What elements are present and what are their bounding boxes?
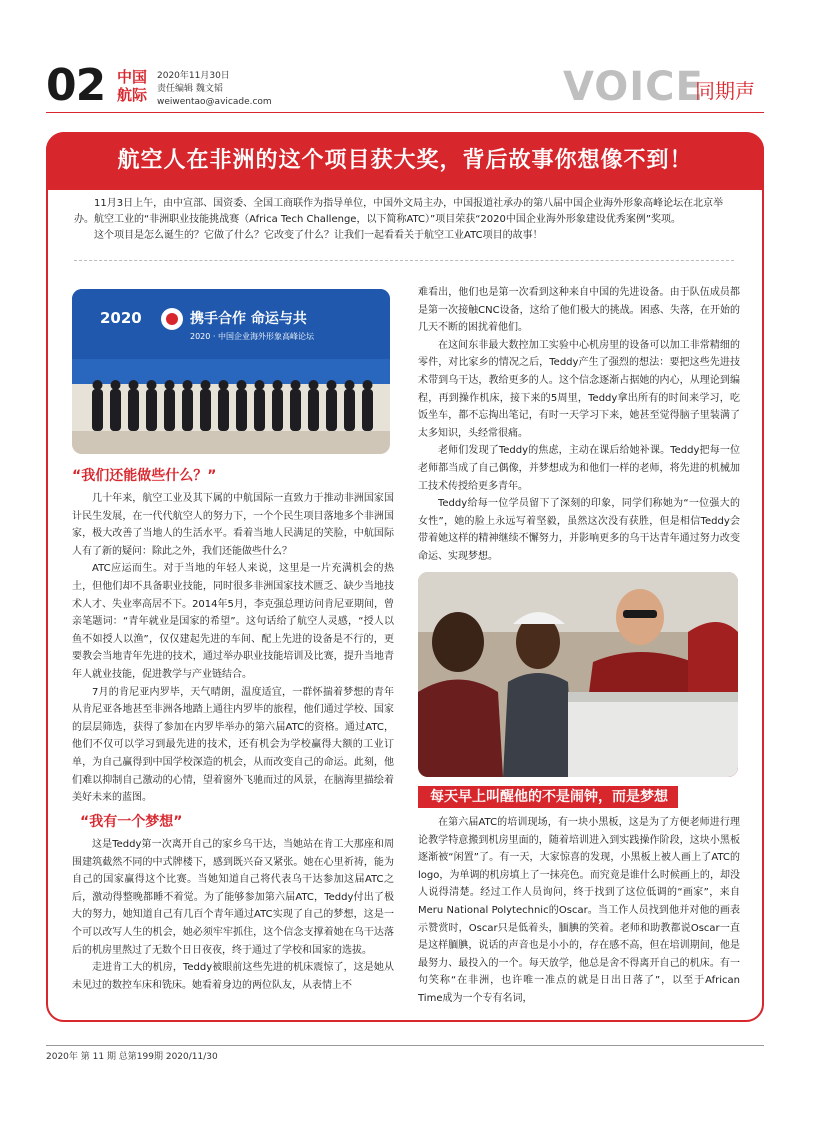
- backdrop-slogan: 携手合作 命运与共: [190, 311, 307, 327]
- article-title: 航空人在非洲的这个项目获大奖，背后故事你想像不到！: [117, 148, 693, 173]
- header-divider: [46, 112, 764, 113]
- backdrop-subtitle: 2020 · 中国企业海外形象高峰论坛: [190, 332, 314, 341]
- section3-body: [418, 814, 740, 1008]
- logo-line2: 航际: [116, 86, 147, 104]
- machine-edge: [568, 692, 738, 702]
- award-ceremony-photo: [72, 289, 390, 454]
- backdrop-year: 2020: [100, 309, 142, 327]
- stage-edge: [72, 431, 390, 454]
- logo-line1: 中国: [116, 68, 147, 86]
- trainee-left-head: [432, 612, 484, 672]
- s1-paragraph-2: ATC应运而生。对于当地的年轻人来说，这里是一片充满机会的热土，但他们却不具备职业技能，同时很多非洲国家技术匮乏、缺少当地技术人才、失业率高居不下。2014年5月，李克强总理访问肯尼亚期间，曾亲笔题词：“青年就业是国家的希望”。这句话给了航空人灵感，“授人以鱼不如授人以渔”，仅仅建起先进的车间、配上先进的设备是不行的，更要教会当地青年先进的技术，通过举办职业技能培训及比赛，提升当地青年人就业技能，促进教学与产业链结合。: [72, 563, 394, 680]
- trainee-left-body: [418, 680, 503, 778]
- s3-paragraph-1: 在第六届ATC的培训现场，有一块小黑板，这是为了方便老师进行理论教学特意搬到机房里面的，随着培训进入到实践操作阶段，这块小黑板逐渐被“闲置”了。有一天，大家惊喜的发现，小黑板上被人画上了ATC的logo，为单调的机房填上了一抹亮色。而究竟是谁什么时候画上的，却没人说得清楚。经过工作人员询问，终于找到了这位低调的“画家”，来自Meru National Polytechnic的Oscar。当工作人员找到他并对他的画表示赞赏时，Oscar只是低着头，腼腆的笑着。老师和助教都说Oscar一直是这样腼腆，说话的声音也是小小的，存在感不高，但在培训期间，他是最努力、最投入的一个。每天放学，他总是舍不得离开自己的机床。有一句笑称“在非洲，也许唯一准点的就是日出日落了”，以至于African Time成为一个专有名词，: [418, 817, 740, 1004]
- col2-paragraph-1: 在这间东非最大数控加工实验中心机房里的设备可以加工非常精细的零件，对比家乡的情况之后，Teddy产生了强烈的想法：要把这些先进技术带到乌干达，教给更多的人。这个信念逐渐占据她的内心，从理论到编程，再到操作机床，接下来的5周里，Teddy拿出所有的时间来学习，吃饭坐车，都不忘掏出笔记，有时一天学习下来，她甚至觉得脑子里装满了太多知识，头经常很痛。: [418, 339, 740, 439]
- intro-divider: [74, 260, 734, 261]
- article-intro: [74, 196, 734, 244]
- s1-paragraph-3: 7月的肯尼亚内罗毕，天气晴朗，温度适宜，一群怀揣着梦想的青年从肯尼亚各地甚至非洲各地踏上通往内罗毕的旅程，他们通过学校、国家的层层筛选，获得了参加在内罗毕举办的第六届ATC的资格。通过ATC，他们不仅可以学习到最先进的技术，还有机会为学校赢得大额的工业订单，为自己赢得到中国学校深造的机会，从而改变自己的命运。此刻，他们难以抑制自己激动的心情，望着窗外飞驰而过的风景，在脑海里描绘着美好未来的蓝图。: [72, 686, 394, 804]
- issue-date: 2020年11月30日: [157, 71, 230, 81]
- right-column-top: [418, 284, 740, 566]
- issue-footer: 2020年 第 11 期 总第199期 2020/11/30: [46, 1052, 218, 1062]
- col2-paragraph-3: Teddy给每一位学员留下了深刻的印象，同学们称她为“一位强大的女性”，她的脸上永远写着坚毅，虽然这次没有获胜，但是相信Teddy会带着她这样的精神继续不懈努力，并影响更多的乌干达青年通过努力改变命运、实现梦想。: [418, 498, 740, 562]
- training-photo: [418, 572, 738, 777]
- training-illustration: [418, 572, 738, 777]
- machine-part: [568, 692, 738, 777]
- col2-paragraph-0: 难看出，他们也是第一次看到这种来自中国的先进设备。由于队伍成员都是第一次接触CNC设备，这给了他们极大的挑战。困惑、失落，在开始的几天不断的困扰着他们。: [418, 287, 740, 334]
- trainee-middle-body: [503, 673, 573, 777]
- editor-email: weiwentao@avicade.com: [157, 97, 272, 107]
- newspaper-logo: [112, 68, 152, 108]
- section1-body: [72, 490, 394, 807]
- intro-paragraph-2: 这个项目是怎么诞生的？它做了什么？它改变了什么？让我们一起看看关于航空工业ATC项目的故事！: [94, 230, 543, 241]
- ceremony-illustration: [72, 289, 390, 454]
- section-label-cn: 同期声: [695, 79, 755, 103]
- col2-paragraph-2: 老师们发现了Teddy的焦虑，主动在课后给她补课。Teddy把每一位老师都当成了自己偶像，并梦想成为和他们一样的老师，将先进的机械加工技术传授给更多青年。: [418, 445, 740, 492]
- s2-paragraph-2: 走进肯工大的机房，Teddy被眼前这些先进的机床震惊了，这是她从未见过的数控车床和铣床。她看着身边的两位队友，从表情上不: [72, 962, 394, 991]
- footer-divider: [46, 1045, 764, 1046]
- section1-heading: “我们还能做些什么？”: [72, 468, 217, 484]
- section3-heading: 每天早上叫醒他的不是闹钟，而是梦想: [418, 786, 678, 808]
- backdrop-band: [72, 359, 390, 384]
- glasses-icon: [623, 610, 657, 618]
- s2-paragraph-1: 这是Teddy第一次离开自己的家乡乌干达，当她站在肯工大那座和周围建筑截然不同的中式牌楼下，感到既兴奋又紧张。她在心里祈祷，能为自己的国家赢得这个比赛。当她知道自己将代表乌干达参加这届ATC之后，激动得整晚都睡不着觉。为了能够参加第六届ATC，Teddy付出了极大的努力，她知道自己有几百个青年通过ATC实现了自己的梦想，这是一个可以改写人生的机会，她必须牢牢抓住，这个信念支撑着她在乌干达落后的机房里熬过了无数个日日夜夜，终于通过了学校和国家的选拔。: [72, 839, 394, 956]
- s1-paragraph-1: 几十年来，航空工业及其下属的中航国际一直致力于推动非洲国家国计民生发展，在一代代航空人的努力下，一个个民生项目落地多个非洲国家，极大改善了当地人的生活水平。看着当地人民满足的笑脸，中航国际人有了新的疑问：除此之外，我们还能做些什么？: [72, 493, 394, 557]
- issue-meta: [157, 70, 272, 109]
- section2-body: [72, 836, 394, 994]
- editor-name: 责任编辑 魏文韬: [157, 84, 223, 94]
- intro-paragraph-1: 11月3日上午，由中宣部、国资委、全国工商联作为指导单位，中国外文局主办，中国报道社承办的第八届中国企业海外形象高峰论坛在北京举办。航空工业的“非洲职业技能挑战赛（Africa Tech Challenge，以下简称ATC）”项目荣获“2020中国企业海外形象建设优秀案例”奖项。: [74, 198, 724, 225]
- section2-heading: “我有一个梦想”: [80, 814, 183, 830]
- section-label-en: VOICE: [563, 64, 704, 110]
- forum-logo-inner-icon: [166, 313, 178, 325]
- page-number: 02: [46, 60, 106, 111]
